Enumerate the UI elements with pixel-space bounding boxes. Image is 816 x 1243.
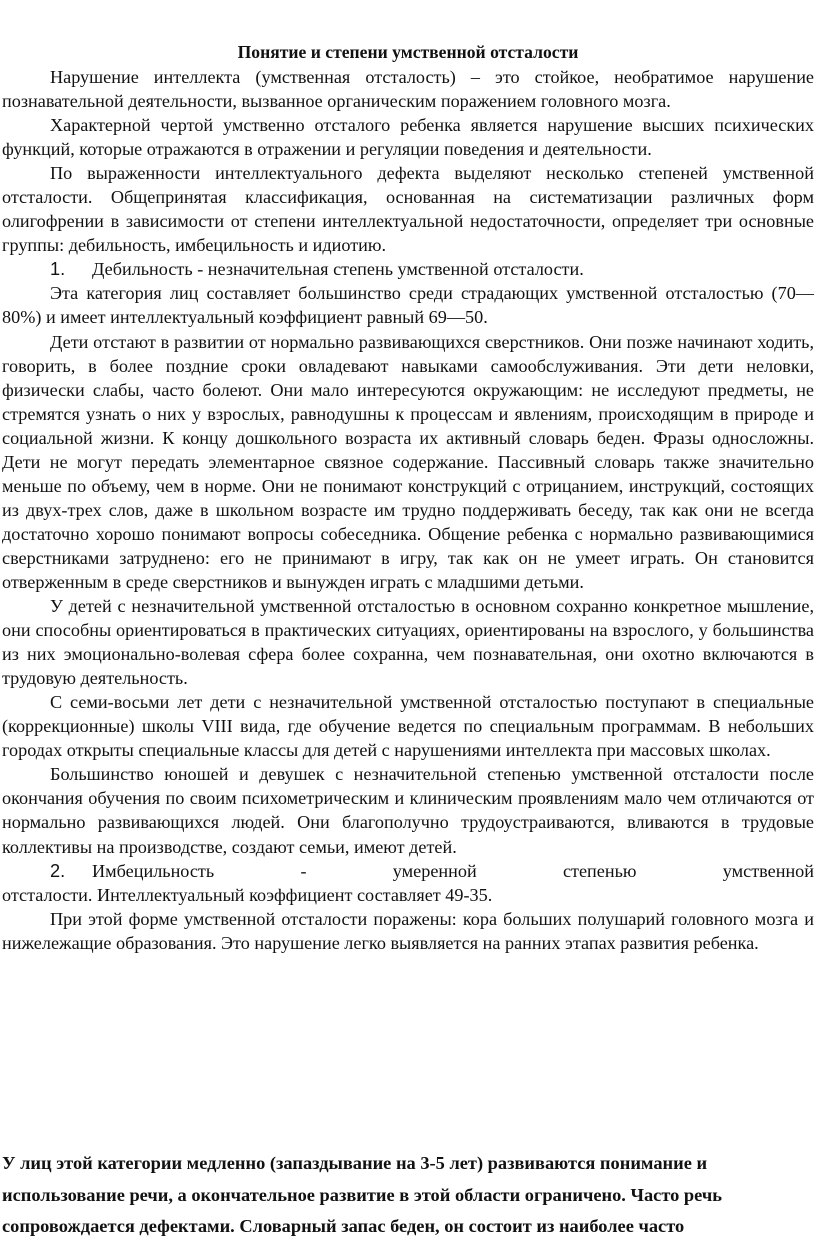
paragraph-debility-development: Дети отстают в развитии от нормально развивающихся сверстников. Они позже начинают ходить, говорить, в более поздние сроки овладевают навыками самообслуживания. Эти дети неловки, физически слабы, часто болеют. Они мало интересуются окружающим: не исследуют предметы, не стремятся узнать о них у взрослых, равнодушны к процессам и явлениям, происходящим в природе и социальной жизни. К концу дошкольного возраста их активный словарь беден. Фразы односложны. Дети не могут передать элементарное связное содержание. Пассивный словарь также значительно меньше по объему, чем в норме. Они не понимают конструкций с отрицанием, инструкций, состоящих из двух-трех слов, даже в школьном возрасте им трудно поддерживать беседу, так как они не всегда достаточно хорошо понимают вопросы собеседника. Общение ребенка с нормально развивающимися сверстниками затруднено: его не принимают в игру, так как он не умеет играть. Он становится отверженным в среде сверстников и вынужден играть с младшими детьми. [2, 331, 814, 592]
document-title: Понятие и степени умственной отсталости [237, 42, 579, 62]
paragraph-debility-adults: Большинство юношей и девушек с незначительной степенью умственной отсталости после окончания обучения по своим психометрическим и клиническим проявлениям мало чем отличаются от нормально развивающихся людей. Они благополучно трудоустраиваются, вливаются в трудовые коллективы на производстве, создают семьи, имеют детей. [2, 764, 814, 857]
paragraph-characteristic: Характерной чертой умственно отсталого ребенка является нарушение высших психических функций, которые отражаются в отражении и регуляции поведения и деятельности. [2, 115, 814, 160]
list-item-continuation: отсталости. Интеллектуальный коэффициент составляет 49-35. [2, 884, 493, 905]
list-item-text: Имбецильность - умеренной степенью умственной [92, 860, 814, 881]
list-item-imbecility [2, 859, 814, 883]
paragraph-debility-schools: С семи-восьми лет дети с незначительной умственной отсталостью поступают в специальные (коррекционные) школы VIII вида, где обучение ведется по специальным программам. В небольших городах открыты специальные классы для детей с нарушениями интеллекта при массовых школах. [2, 692, 814, 761]
list-number: 2. [50, 860, 66, 881]
paragraph-imbecility-speech: У лиц этой категории медленно (запаздывание на 3-5 лет) развиваются понимание и использование речи, а окончательное развитие в этой области ограничено. Часто речь сопровождается дефектами. Словарный запас беден, он состоит из наиболее часто [2, 1153, 722, 1236]
paragraph-definition: Нарушение интеллекта (умственная отсталость) – это стойкое, необратимое нарушение познавательной деятельности, вызванное органическим поражением головного мозга. [2, 67, 814, 112]
paragraph-debility-stats: Эта категория лиц составляет большинство среди страдающих умственной отсталостью (70—80%) и имеет интеллектуальный коэффициент равный 69—50. [2, 283, 814, 328]
list-item-text: Дебильность - незначительная степень умственной отсталости. [92, 259, 584, 280]
paragraph-classification: По выраженности интеллектуального дефекта выделяют несколько степеней умственной отсталости. Общепринятая классификация, основанная на систематизации различных форм олигофрении в зависимости от степени интеллектуальной недостаточности, определяет три основные группы: дебильность, имбецильность и идиотию. [2, 163, 814, 256]
list-item-debility [2, 257, 814, 281]
paragraph-imbecility-lesion: При этой форме умственной отсталости поражены: кора больших полушарий головного мозга и нижележащие образования. Это нарушение легко выявляется на ранних этапах развития ребенка. [2, 908, 814, 953]
document-body [2, 65, 814, 955]
paragraph-debility-thinking: У детей с незначительной умственной отсталостью в основном сохранно конкретное мышление, они способны ориентироваться в практических ситуациях, ориентированы на взрослого, у большинства из них эмоционально-волевая сфера более сохранна, чем познавательная, они охотно включаются в трудовую деятельность. [2, 596, 814, 689]
list-number: 1. [50, 259, 66, 280]
